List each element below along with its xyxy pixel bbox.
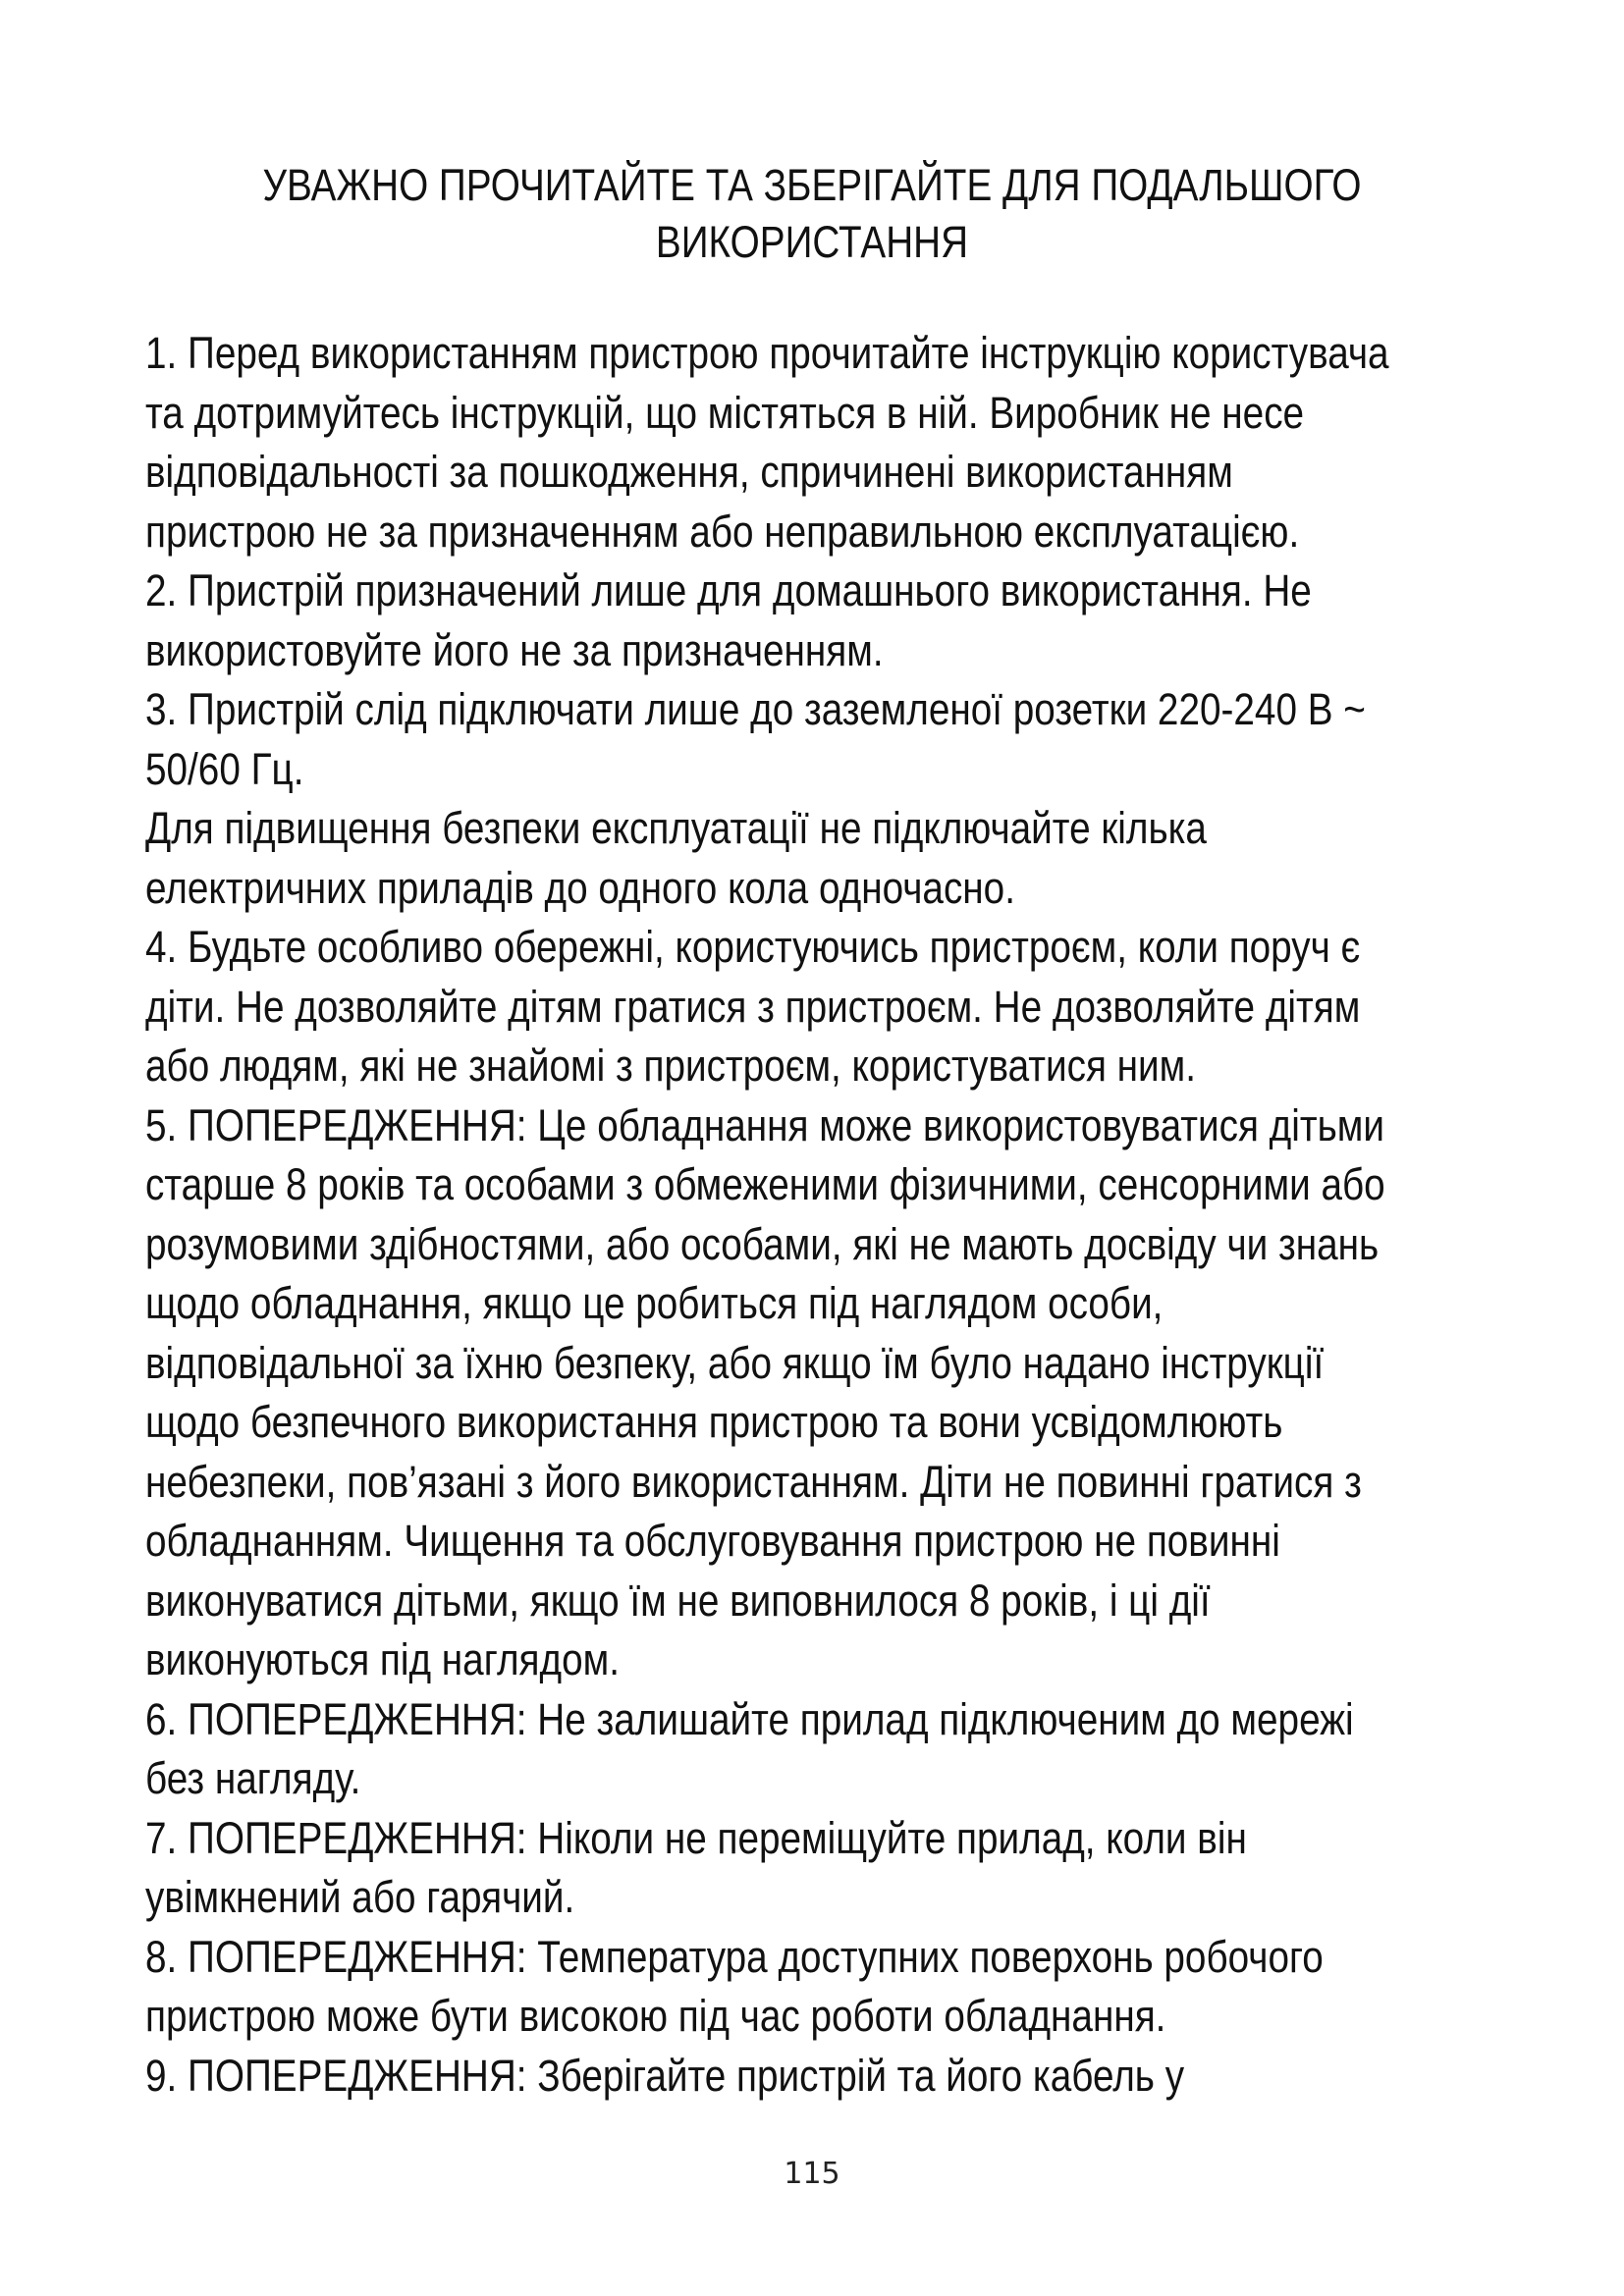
text-line: без нагляду. — [145, 1753, 361, 1803]
text-line: 3. Пристрій слід підключати лише до заземленої розетки 220-240 В ~ — [145, 684, 1366, 734]
title-line-1: УВАЖНО ПРОЧИТАЙТЕ ТА ЗБЕРІГАЙТЕ ДЛЯ ПОДАЛЬШОГО — [262, 160, 1362, 210]
text-line: 6. ПОПЕРЕДЖЕННЯ: Не залишайте прилад підключеним до мережі — [145, 1693, 1354, 1744]
text-line: 2. Пристрій призначений лише для домашнього використання. Не — [145, 565, 1312, 615]
text-line: відповідальної за їхню безпеку, або якщо їм було надано інструкції — [145, 1337, 1325, 1388]
page-title — [241, 157, 1383, 271]
text-line: Для підвищення безпеки експлуатації не підключайте кілька — [145, 803, 1207, 853]
text-line: або людям, які не знайомі з пристроєм, користуватися ним. — [145, 1041, 1197, 1091]
text-line: щодо обладнання, якщо це робиться під наглядом особи, — [145, 1278, 1164, 1328]
text-line: щодо безпечного використання пристрою та вони усвідомлюють — [145, 1397, 1283, 1447]
text-line: відповідальності за пошкодження, спричинені використанням — [145, 447, 1233, 497]
page-number: 115 — [784, 2157, 840, 2191]
text-line: 8. ПОПЕРЕДЖЕННЯ: Температура доступних поверхонь робочого — [145, 1931, 1324, 1982]
text-line: 9. ПОПЕРЕДЖЕННЯ: Зберігайте пристрій та його кабель у — [145, 2050, 1185, 2101]
text-line: старше 8 років та особами з обмеженими фізичними, сенсорними або — [145, 1159, 1385, 1209]
text-line: діти. Не дозволяйте дітям гратися з пристроєм. Не дозволяйте дітям — [145, 981, 1361, 1032]
text-line: 7. ПОПЕРЕДЖЕННЯ: Ніколи не переміщуйте прилад, коли він — [145, 1812, 1247, 1863]
text-line: 50/60 Гц. — [145, 743, 304, 794]
text-line: використовуйте його не за призначенням. — [145, 624, 884, 675]
text-line: обладнанням. Чищення та обслуговування пристрою не повинні — [145, 1516, 1280, 1566]
text-line: небезпеки, пов’язані з його використанням. Діти не повинні гратися з — [145, 1456, 1362, 1507]
text-line: виконуватися дітьми, якщо їм не виповнилося 8 років, і ці дії — [145, 1575, 1211, 1626]
text-line: електричних приладів до одного кола одночасно. — [145, 862, 1015, 913]
text-line: увімкнений або гарячий. — [145, 1872, 575, 1922]
text-line: пристрою може бути високою під час роботи обладнання. — [145, 1991, 1166, 2041]
text-line: 4. Будьте особливо обережні, користуючись пристроєм, коли поруч є — [145, 922, 1361, 972]
instructions-text — [145, 324, 1389, 2106]
text-line: розумовими здібностями, або особами, які не мають досвіду чи знань — [145, 1218, 1380, 1269]
title-line-2: ВИКОРИСТАННЯ — [655, 217, 969, 267]
text-line: 5. ПОПЕРЕДЖЕННЯ: Це обладнання може використовуватися дітьми — [145, 1099, 1384, 1150]
text-line: виконуються під наглядом. — [145, 1634, 620, 1684]
text-line: 1. Перед використанням пристрою прочитайте інструкцію користувача — [145, 328, 1389, 378]
text-line: пристрою не за призначенням або неправильною експлуатацією. — [145, 506, 1300, 557]
text-line: та дотримуйтесь інструкцій, що містяться в ній. Виробник не несе — [145, 387, 1305, 438]
